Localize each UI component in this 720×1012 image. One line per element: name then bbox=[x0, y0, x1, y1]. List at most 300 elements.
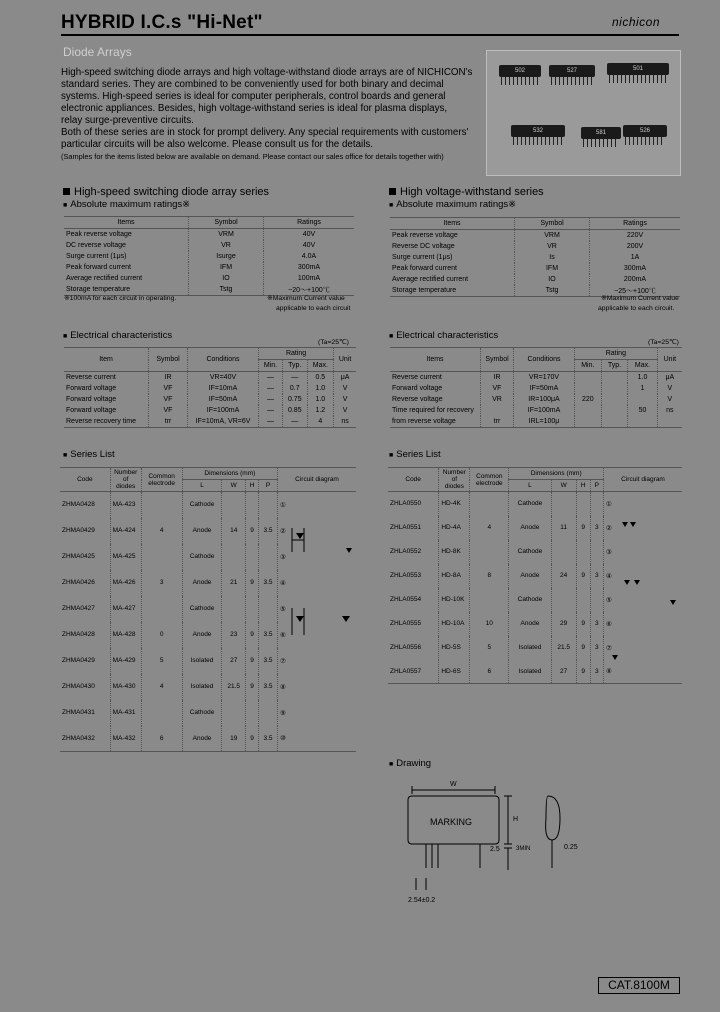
table-cell: 9 bbox=[576, 636, 590, 660]
table-header: Conditions bbox=[188, 348, 259, 372]
table-cell: μA bbox=[657, 372, 682, 384]
table-cell: Surge current (1μs) bbox=[392, 254, 453, 261]
table-cell: — bbox=[283, 416, 308, 428]
table-cell: ns bbox=[334, 416, 356, 428]
table-cell: Storage temperature bbox=[390, 285, 515, 297]
diode-symbol-icon bbox=[624, 580, 630, 585]
intro-text bbox=[61, 67, 481, 163]
table-cell: Average rectified current bbox=[66, 275, 143, 282]
table-cell: 9 bbox=[246, 648, 259, 674]
table-subheader: W bbox=[222, 480, 246, 492]
table-cell: trr bbox=[149, 416, 188, 428]
table-header: Rating bbox=[259, 348, 334, 360]
drawing-heading bbox=[389, 758, 431, 769]
table-note: applicable to each circuit bbox=[276, 305, 351, 312]
chip-image: 526 bbox=[623, 125, 667, 137]
table-cell: VR bbox=[515, 241, 590, 252]
chip-image: 501 bbox=[607, 63, 669, 75]
table-cell: Surge current (1μs) bbox=[66, 253, 127, 260]
table-subheader: H bbox=[576, 480, 590, 492]
table-cell: IRL=100μ bbox=[514, 416, 575, 428]
table-subheader: L bbox=[182, 480, 222, 492]
table-cell: 4 bbox=[141, 518, 182, 544]
table-cell: 9 bbox=[576, 660, 590, 684]
table-cell: Is bbox=[515, 252, 590, 263]
table-subheader: P bbox=[590, 480, 603, 492]
chip-pins bbox=[609, 75, 667, 83]
table-cell: 27 bbox=[551, 660, 576, 684]
table-cell bbox=[575, 383, 602, 394]
page-title: HYBRID I.C.s "Hi-Net" bbox=[61, 12, 263, 33]
table-header: Item bbox=[64, 348, 149, 372]
table-cell: VF bbox=[149, 405, 188, 416]
dimension-line bbox=[504, 796, 512, 844]
table-cell: ZHLA0553 bbox=[390, 572, 422, 579]
table-cell bbox=[222, 596, 246, 622]
table-cell bbox=[601, 416, 628, 428]
right-abs-table bbox=[390, 217, 680, 297]
diode-symbol-icon bbox=[670, 600, 676, 605]
table-cell: 3.5 bbox=[259, 622, 278, 648]
table-cell: 3.5 bbox=[259, 674, 278, 700]
table-cell: Cathode bbox=[182, 544, 222, 570]
table-row bbox=[60, 700, 356, 726]
table-cell: 3 bbox=[590, 564, 603, 588]
table-cell: ZHMA0428 bbox=[62, 501, 95, 509]
table-cell: 3 bbox=[590, 636, 603, 660]
table-cell: Peak reverse voltage bbox=[66, 231, 132, 238]
table-cell bbox=[141, 700, 182, 726]
table-row bbox=[390, 416, 682, 428]
table-cell bbox=[141, 492, 182, 518]
table-cell: DC reverse voltage bbox=[66, 242, 126, 249]
title-rule bbox=[61, 34, 679, 36]
table-subheader: Typ. bbox=[601, 360, 628, 372]
intro-line: particular circuits will be also welcome. Please consult us for the details. bbox=[61, 139, 374, 150]
intro-line: systems. High-speed series is ideal for computer peripherals, control boards and general bbox=[61, 91, 446, 102]
table-cell: 100mA bbox=[264, 273, 355, 284]
table-cell: −20〜+100℃ bbox=[264, 284, 355, 296]
table-cell: ZHLA0550 bbox=[390, 500, 422, 508]
table-cell bbox=[576, 492, 590, 516]
drawing-label: 0.25 bbox=[564, 844, 578, 851]
table-cell: 3 bbox=[590, 612, 603, 636]
table-cell: HD-4K bbox=[439, 492, 470, 516]
table-cell bbox=[259, 492, 278, 518]
table-row bbox=[390, 274, 680, 285]
table-header: Symbol bbox=[481, 348, 514, 372]
table-cell: 21 bbox=[222, 570, 246, 596]
table-cell: MA-430 bbox=[110, 674, 141, 700]
table-row bbox=[60, 674, 356, 700]
table-cell: IF=50mA bbox=[514, 383, 575, 394]
table-cell bbox=[259, 700, 278, 726]
diode-symbol-icon bbox=[296, 533, 304, 539]
table-header: Number of diodes bbox=[110, 468, 141, 492]
table-cell: 3.5 bbox=[259, 726, 278, 752]
table-cell: — bbox=[259, 416, 283, 428]
table-cell: Isolated bbox=[509, 660, 551, 684]
diode-symbol-icon bbox=[296, 616, 304, 622]
table-cell: 3.5 bbox=[259, 570, 278, 596]
table-cell: 40V bbox=[264, 229, 355, 241]
table-cell: 19 bbox=[222, 726, 246, 752]
table-cell: 1.2 bbox=[307, 405, 334, 416]
table-cell: ④ bbox=[604, 564, 683, 588]
table-cell: 6 bbox=[470, 660, 509, 684]
table-cell: Anode bbox=[182, 622, 222, 648]
table-header: Conditions bbox=[514, 348, 575, 372]
table-row bbox=[64, 251, 354, 262]
table-cell: VF bbox=[149, 394, 188, 405]
square-bullet-icon bbox=[389, 188, 396, 195]
table-cell: MA-431 bbox=[110, 700, 141, 726]
table-cell: 0.7 bbox=[283, 383, 308, 394]
right-series-list-heading bbox=[389, 449, 441, 460]
triangle-bullet-icon: ■ bbox=[389, 761, 394, 768]
table-cell: ④ bbox=[278, 570, 357, 596]
table-cell: ZHMA0431 bbox=[62, 709, 95, 716]
catalog-number: CAT.8100M bbox=[598, 977, 680, 994]
marking-label: MARKING bbox=[430, 817, 473, 827]
table-header: Dimensions (mm) bbox=[182, 468, 277, 480]
table-cell bbox=[246, 544, 259, 570]
table-cell: V bbox=[334, 383, 356, 394]
table-cell bbox=[576, 540, 590, 564]
table-header: Items bbox=[390, 348, 481, 372]
temperature-note: (Ta=25℃) bbox=[318, 339, 349, 346]
table-subheader: P bbox=[259, 480, 278, 492]
table-cell: ③ bbox=[604, 540, 683, 564]
table-cell bbox=[222, 700, 246, 726]
table-cell: VF bbox=[149, 383, 188, 394]
table-cell: Tstg bbox=[189, 284, 264, 296]
table-subheader: W bbox=[551, 480, 576, 492]
dimension-line bbox=[504, 848, 512, 870]
table-cell: Isolated bbox=[509, 636, 551, 660]
table-row bbox=[390, 252, 680, 263]
table-cell: ZHMA0432 bbox=[60, 726, 110, 752]
table-cell: MA-424 bbox=[110, 518, 141, 544]
table-cell: IO bbox=[515, 274, 590, 285]
table-cell: 9 bbox=[246, 726, 259, 752]
table-row bbox=[64, 229, 354, 241]
table-cell: −25〜+100℃ bbox=[590, 285, 681, 297]
table-cell bbox=[470, 492, 509, 516]
table-cell: VR=40V bbox=[188, 372, 259, 384]
table-row bbox=[390, 372, 682, 384]
table-cell: 4 bbox=[141, 674, 182, 700]
table-header: Rating bbox=[575, 348, 658, 360]
table-cell: 9 bbox=[246, 674, 259, 700]
left-series-heading-text: High-speed switching diode array series bbox=[74, 186, 270, 198]
table-row bbox=[390, 230, 680, 242]
table-cell: 4 bbox=[470, 516, 509, 540]
table-row bbox=[64, 394, 356, 405]
table-cell: Tstg bbox=[515, 285, 590, 297]
drawing-label: 2.5 bbox=[490, 846, 500, 853]
table-cell: HD-4A bbox=[439, 516, 470, 540]
table-cell bbox=[590, 492, 603, 516]
triangle-bullet-icon: ■ bbox=[389, 202, 394, 209]
table-cell bbox=[259, 596, 278, 622]
table-cell: ⑤ bbox=[278, 596, 357, 622]
table-cell: HD-8A bbox=[439, 564, 470, 588]
circuit-diagram-left bbox=[282, 500, 356, 650]
table-cell: ZHMA0429 bbox=[62, 657, 95, 664]
table-cell: Cathode bbox=[182, 596, 222, 622]
table-cell: IR bbox=[481, 372, 514, 384]
table-cell: 21.5 bbox=[551, 636, 576, 660]
table-cell: VR=170V bbox=[514, 372, 575, 384]
table-cell: Average rectified current bbox=[392, 276, 469, 283]
table-cell: 200V bbox=[590, 241, 681, 252]
table-cell bbox=[601, 405, 628, 416]
table-cell bbox=[576, 588, 590, 612]
table-cell: ⑦ bbox=[604, 636, 683, 660]
square-bullet-icon bbox=[63, 188, 70, 195]
chip-pins bbox=[583, 139, 619, 147]
table-cell: HD-10A bbox=[439, 612, 470, 636]
intro-line: relay surge-preventive circuits. bbox=[61, 115, 194, 126]
table-header: Circuit diagram bbox=[278, 468, 357, 492]
table-cell: 40V bbox=[264, 240, 355, 251]
table-cell: ② bbox=[604, 516, 683, 540]
table-row bbox=[64, 273, 354, 284]
table-cell: from reverse voltage bbox=[390, 416, 481, 428]
diode-symbol-icon bbox=[630, 522, 636, 527]
table-cell: — bbox=[259, 405, 283, 416]
drawing-heading-text: Drawing bbox=[396, 758, 432, 769]
table-header: Unit bbox=[334, 348, 356, 372]
table-cell: MA-425 bbox=[110, 544, 141, 570]
diode-symbol-icon bbox=[612, 655, 618, 660]
table-row bbox=[64, 262, 354, 273]
triangle-bullet-icon: ■ bbox=[63, 452, 68, 459]
table-cell: V bbox=[334, 394, 356, 405]
table-cell: IF=50mA bbox=[188, 394, 259, 405]
intro-line: High-speed switching diode arrays and high voltage-withstand diode arrays are of NICHICON's bbox=[61, 67, 473, 78]
table-cell: ZHLA0551 bbox=[390, 524, 422, 531]
table-cell: ⑩ bbox=[278, 726, 357, 752]
drawing-label: W bbox=[450, 781, 457, 788]
table-row bbox=[64, 372, 356, 384]
table-header: Items bbox=[390, 218, 515, 230]
table-cell: Anode bbox=[509, 564, 551, 588]
table-cell: 4.0A bbox=[264, 251, 355, 262]
table-cell: ZHLA0555 bbox=[390, 620, 422, 627]
table-row bbox=[64, 383, 356, 394]
triangle-bullet-icon: ■ bbox=[63, 333, 68, 340]
table-cell: 11 bbox=[551, 516, 576, 540]
table-cell: Peak forward current bbox=[392, 265, 457, 272]
right-elec-table bbox=[390, 347, 682, 428]
chip-image: 502 bbox=[499, 65, 541, 77]
table-cell bbox=[551, 492, 576, 516]
table-cell: Cathode bbox=[182, 492, 222, 518]
table-cell: VRM bbox=[189, 229, 264, 241]
table-cell: 1 bbox=[628, 383, 657, 394]
table-cell bbox=[601, 394, 628, 405]
intro-line: electronic appliances. Besides, high voltage-withstand series is ideal for plasma displays, bbox=[61, 103, 448, 114]
table-cell: Peak reverse voltage bbox=[392, 232, 458, 239]
table-cell: Cathode bbox=[509, 492, 551, 516]
table-header: Common electrode bbox=[470, 468, 509, 492]
circuit-lines bbox=[292, 608, 304, 635]
table-cell bbox=[575, 372, 602, 384]
table-cell: Cathode bbox=[182, 700, 222, 726]
side-view-outline bbox=[546, 796, 560, 840]
table-subheader: Typ. bbox=[283, 360, 308, 372]
table-cell bbox=[601, 372, 628, 384]
table-cell: MA-429 bbox=[110, 648, 141, 674]
table-cell: IF=100mA bbox=[188, 405, 259, 416]
package-drawing bbox=[400, 778, 590, 908]
table-cell: Isurge bbox=[189, 251, 264, 262]
table-cell: ⑦ bbox=[278, 648, 357, 674]
chip-pins bbox=[501, 77, 539, 85]
table-cell: ⑥ bbox=[604, 612, 683, 636]
table-cell: Reverse DC voltage bbox=[392, 243, 455, 250]
table-cell: ⑥ bbox=[278, 622, 357, 648]
table-cell: 0.5 bbox=[307, 372, 334, 384]
table-cell: IO bbox=[189, 273, 264, 284]
table-header: Items bbox=[64, 217, 189, 229]
table-cell: 5 bbox=[470, 636, 509, 660]
dimension-line bbox=[416, 878, 426, 890]
table-cell: Forward voltage bbox=[66, 396, 117, 403]
table-cell bbox=[470, 588, 509, 612]
table-cell: 14 bbox=[222, 518, 246, 544]
table-cell: 3 bbox=[141, 570, 182, 596]
table-header: Symbol bbox=[189, 217, 264, 229]
temperature-note: (Ta=25℃) bbox=[648, 339, 679, 346]
table-cell bbox=[575, 405, 602, 416]
table-header: Common electrode bbox=[141, 468, 182, 492]
diode-symbol-icon bbox=[342, 616, 350, 622]
table-cell: 9 bbox=[246, 622, 259, 648]
table-cell: 21.5 bbox=[222, 674, 246, 700]
table-cell bbox=[628, 394, 657, 405]
table-row bbox=[60, 726, 356, 752]
table-cell: 220 bbox=[575, 394, 602, 405]
table-cell: 3.5 bbox=[259, 518, 278, 544]
table-subheader: Max. bbox=[628, 360, 657, 372]
chip-pins bbox=[513, 137, 563, 145]
table-cell: 24 bbox=[551, 564, 576, 588]
table-cell bbox=[246, 596, 259, 622]
table-cell bbox=[141, 596, 182, 622]
table-header: Symbol bbox=[515, 218, 590, 230]
table-cell bbox=[590, 588, 603, 612]
brand-logo: nichicon bbox=[612, 15, 661, 29]
table-cell: 50 bbox=[628, 405, 657, 416]
table-cell: ZHLA0556 bbox=[390, 644, 422, 651]
chip-image: 581 bbox=[581, 127, 621, 139]
right-abs-heading-text: Absolute maximum ratings※ bbox=[396, 199, 517, 210]
table-cell: ZHLA0557 bbox=[388, 660, 439, 684]
table-row bbox=[390, 394, 682, 405]
table-header: Circuit diagram bbox=[604, 468, 683, 492]
table-cell bbox=[222, 492, 246, 518]
table-cell bbox=[246, 492, 259, 518]
table-cell bbox=[141, 544, 182, 570]
table-cell: 6 bbox=[141, 726, 182, 752]
table-cell: MA-428 bbox=[110, 622, 141, 648]
table-cell: Time required for recovery bbox=[392, 407, 474, 414]
table-subheader: Max. bbox=[307, 360, 334, 372]
table-subheader: H bbox=[246, 480, 259, 492]
table-cell: ZHMA0427 bbox=[62, 605, 95, 612]
table-cell: ⑧ bbox=[604, 660, 683, 684]
table-cell: IFM bbox=[515, 263, 590, 274]
table-header: Code bbox=[60, 468, 110, 492]
table-cell: ⑨ bbox=[278, 700, 357, 726]
table-cell: ⑧ bbox=[278, 674, 357, 700]
table-cell: 29 bbox=[551, 612, 576, 636]
drawing-label: 3MIN bbox=[516, 846, 531, 852]
table-cell: 9 bbox=[246, 518, 259, 544]
table-cell: 23 bbox=[222, 622, 246, 648]
left-abs-heading-text: Absolute maximum ratings※ bbox=[70, 199, 191, 210]
chip-image: 532 bbox=[511, 125, 565, 137]
chip-pins bbox=[625, 137, 665, 145]
table-cell: Cathode bbox=[509, 540, 551, 564]
table-cell: VRM bbox=[515, 230, 590, 242]
table-cell: 0.75 bbox=[283, 394, 308, 405]
table-cell: 3 bbox=[590, 516, 603, 540]
diode-symbol-icon bbox=[634, 580, 640, 585]
table-cell bbox=[628, 416, 657, 428]
table-note: ※Maximum Current value bbox=[601, 295, 679, 302]
circuit-lines bbox=[292, 528, 304, 552]
table-row bbox=[60, 648, 356, 674]
table-cell: 4 bbox=[307, 416, 334, 428]
table-header: Ratings bbox=[590, 218, 681, 230]
table-cell bbox=[551, 540, 576, 564]
table-cell: Forward voltage bbox=[66, 385, 117, 392]
table-cell: ZHMA0429 bbox=[62, 527, 95, 534]
triangle-bullet-icon: ■ bbox=[63, 202, 68, 209]
table-cell: 5 bbox=[141, 648, 182, 674]
table-cell: Anode bbox=[509, 612, 551, 636]
table-cell: ns bbox=[657, 405, 682, 416]
table-cell: trr bbox=[481, 416, 514, 428]
table-cell: V bbox=[657, 394, 682, 405]
table-row bbox=[64, 416, 356, 428]
table-cell: 9 bbox=[576, 612, 590, 636]
table-note: ※100mA for each circuit in operating. bbox=[64, 295, 177, 302]
table-cell bbox=[601, 383, 628, 394]
drawing-label: 2.54±0.2 bbox=[408, 897, 436, 904]
table-cell bbox=[590, 540, 603, 564]
table-cell: MA-423 bbox=[110, 492, 141, 518]
table-cell bbox=[551, 588, 576, 612]
table-cell: 27 bbox=[222, 648, 246, 674]
table-cell: IF=10mA, VR=6V bbox=[188, 416, 259, 428]
drawing-label: H bbox=[513, 816, 519, 823]
table-cell: Anode bbox=[182, 726, 222, 752]
table-header: Dimensions (mm) bbox=[509, 468, 604, 480]
table-cell: Storage temperature bbox=[64, 284, 189, 296]
table-cell bbox=[470, 540, 509, 564]
table-cell: IR=100μA bbox=[514, 394, 575, 405]
table-subheader: Min. bbox=[575, 360, 602, 372]
table-cell: 1.0 bbox=[628, 372, 657, 384]
right-elec-heading-text: Electrical characteristics bbox=[396, 330, 499, 341]
table-cell: Isolated bbox=[182, 674, 222, 700]
left-elec-table bbox=[64, 347, 356, 428]
